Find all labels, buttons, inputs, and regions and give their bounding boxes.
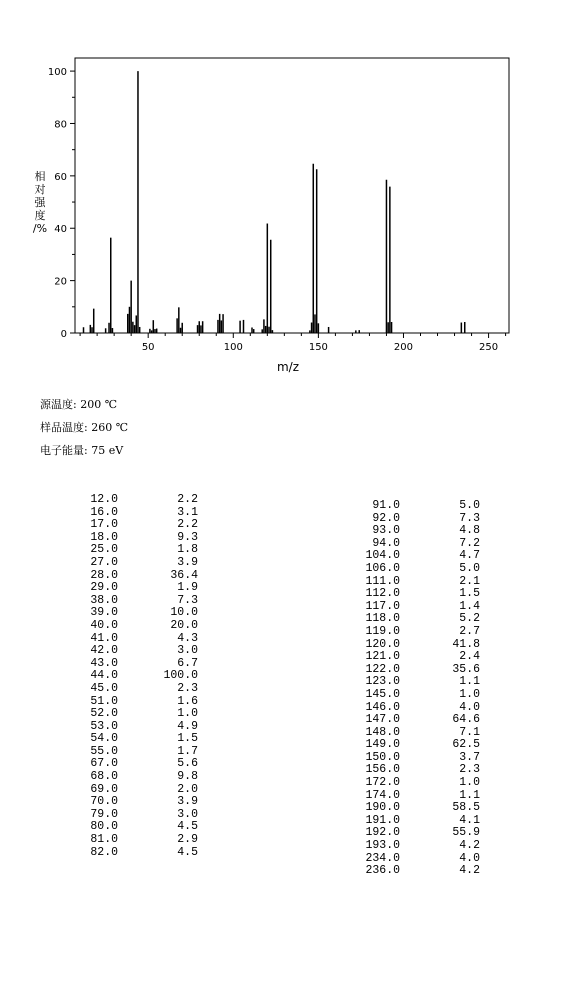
peak-abundance: 1.6 (177, 694, 198, 708)
peak-row (355, 865, 480, 878)
peak-row (355, 777, 480, 790)
peak-abundance: 2.3 (459, 763, 480, 777)
peak-table-left (73, 494, 198, 859)
peak-abundance: 1.9 (177, 581, 198, 595)
peak-abundance: 1.0 (459, 687, 480, 701)
peak-mz: 106.0 (365, 561, 400, 575)
peak-mz: 18.0 (90, 530, 118, 544)
peak-abundance: 100.0 (163, 669, 198, 683)
peak-mz: 16.0 (90, 505, 118, 519)
peak-mz: 192.0 (365, 826, 400, 840)
y-axis-label-char: 相 (34, 170, 46, 183)
peak-mz: 111.0 (365, 574, 400, 588)
peak-abundance: 4.3 (177, 631, 198, 645)
peak-abundance: 9.3 (177, 530, 198, 544)
peak-abundance: 3.9 (177, 555, 198, 569)
peak-abundance: 10.0 (170, 606, 198, 620)
peak-mz: 68.0 (90, 770, 118, 784)
x-tick-label: 50 (141, 342, 155, 353)
peak-abundance: 3.1 (177, 505, 198, 519)
peak-row (73, 582, 198, 595)
peak-abundance: 55.9 (452, 826, 480, 840)
peak-mz: 38.0 (90, 593, 118, 607)
peak-row (355, 588, 480, 601)
peak-row (355, 714, 480, 727)
peak-row (73, 557, 198, 570)
peak-mz: 39.0 (90, 606, 118, 620)
x-axis-label: m/z (276, 360, 300, 374)
peak-abundance: 4.8 (459, 524, 480, 538)
y-axis-label (33, 169, 47, 235)
peak-mz: 121.0 (365, 650, 400, 664)
peak-abundance: 1.4 (459, 599, 480, 613)
x-tick-label: 100 (223, 342, 243, 353)
peak-mz: 45.0 (90, 681, 118, 695)
peak-mz: 93.0 (372, 524, 400, 538)
peak-row (355, 626, 480, 639)
peak-mz: 55.0 (90, 744, 118, 758)
peak-abundance: 2.2 (177, 493, 198, 506)
peak-row (73, 620, 198, 633)
peak-row (355, 651, 480, 664)
peak-mz: 79.0 (90, 807, 118, 821)
peak-mz: 191.0 (365, 813, 400, 827)
y-tick-label: 40 (54, 224, 67, 236)
peak-mz: 54.0 (90, 732, 118, 746)
peak-mz: 70.0 (90, 795, 118, 809)
peak-mz: 236.0 (365, 864, 400, 878)
peak-abundance: 4.0 (459, 700, 480, 714)
peak-mz: 145.0 (365, 687, 400, 701)
peak-abundance: 35.6 (452, 662, 480, 676)
peak-mz: 119.0 (365, 624, 400, 638)
y-axis-label-char: 对 (34, 183, 46, 196)
peak-mz: 53.0 (90, 719, 118, 733)
peak-mz: 67.0 (90, 757, 118, 771)
peak-abundance: 2.2 (177, 518, 198, 532)
peak-abundance: 1.0 (459, 776, 480, 790)
peak-abundance: 2.3 (177, 681, 198, 695)
source-temperature: 源温度: 200 ℃ (40, 398, 117, 411)
peak-mz: 112.0 (365, 587, 400, 601)
y-axis (48, 67, 75, 340)
y-tick-label: 80 (54, 119, 67, 131)
peak-mz: 123.0 (365, 675, 400, 689)
peak-abundance: 4.9 (177, 719, 198, 733)
peak-abundance: 36.4 (170, 568, 198, 582)
peak-abundance: 2.1 (459, 574, 480, 588)
peak-mz: 94.0 (372, 536, 400, 550)
peak-abundance: 3.7 (459, 750, 480, 764)
peak-abundance: 5.6 (177, 757, 198, 771)
peak-mz: 25.0 (90, 543, 118, 557)
peak-mz: 149.0 (365, 738, 400, 752)
y-tick-label: 20 (54, 276, 67, 288)
peak-mz: 234.0 (365, 851, 400, 865)
peak-row (73, 519, 198, 532)
x-tick-label: 150 (308, 342, 328, 353)
peak-mz: 43.0 (90, 656, 118, 670)
peak-mz: 41.0 (90, 631, 118, 645)
peak-mz: 190.0 (365, 801, 400, 815)
peak-mz: 150.0 (365, 750, 400, 764)
peak-mz: 52.0 (90, 707, 118, 721)
peak-row (73, 708, 198, 721)
peak-mz: 28.0 (90, 568, 118, 582)
y-axis-label-char: 度 (34, 209, 46, 222)
x-axis (80, 333, 505, 353)
y-axis-label-char: 强 (34, 196, 46, 209)
peak-row (355, 689, 480, 702)
peak-mz: 29.0 (90, 581, 118, 595)
peak-mz: 12.0 (90, 493, 118, 506)
peak-row (73, 494, 198, 507)
peak-abundance: 2.7 (459, 624, 480, 638)
sample-temperature: 样品温度: 260 ℃ (40, 421, 128, 434)
peak-abundance: 5.0 (459, 499, 480, 512)
peak-mz: 40.0 (90, 618, 118, 632)
peak-abundance: 6.7 (177, 656, 198, 670)
peak-abundance: 7.3 (177, 593, 198, 607)
peak-abundance: 62.5 (452, 738, 480, 752)
peak-mz: 81.0 (90, 833, 118, 847)
peak-abundance: 4.1 (459, 813, 480, 827)
y-tick-label: 0 (60, 329, 67, 340)
peak-row (73, 847, 198, 860)
peak-row (73, 683, 198, 696)
peak-table-right (355, 500, 480, 878)
y-axis-label-char: /% (32, 222, 48, 235)
peak-row (73, 645, 198, 658)
peak-mz: 156.0 (365, 763, 400, 777)
peak-abundance: 3.0 (177, 807, 198, 821)
peak-abundance: 2.0 (177, 782, 198, 796)
peak-mz: 193.0 (365, 839, 400, 853)
peak-abundance: 1.5 (459, 587, 480, 601)
mass-spectrum-chart (0, 0, 570, 380)
peak-abundance: 3.9 (177, 795, 198, 809)
peak-abundance: 9.8 (177, 770, 198, 784)
peak-abundance: 58.5 (452, 801, 480, 815)
peak-row (355, 802, 480, 815)
peak-mz: 69.0 (90, 782, 118, 796)
peak-mz: 44.0 (90, 669, 118, 683)
peak-abundance: 4.2 (459, 839, 480, 853)
peak-mz: 148.0 (365, 725, 400, 739)
peak-abundance: 4.0 (459, 851, 480, 865)
peak-abundance: 41.8 (452, 637, 480, 651)
peak-row (73, 796, 198, 809)
peak-row (355, 500, 480, 513)
peak-row (73, 834, 198, 847)
peak-row (355, 739, 480, 752)
peak-row (73, 771, 198, 784)
peak-abundance: 4.7 (459, 549, 480, 563)
peak-mz: 42.0 (90, 644, 118, 658)
peak-mz: 147.0 (365, 713, 400, 727)
peak-mz: 120.0 (365, 637, 400, 651)
peak-mz: 82.0 (90, 845, 118, 859)
electron-energy: 电子能量: 75 eV (40, 444, 124, 457)
x-tick-label: 250 (479, 342, 499, 353)
peak-row (355, 563, 480, 576)
peak-mz: 80.0 (90, 820, 118, 834)
peak-mz: 92.0 (372, 511, 400, 525)
peak-abundance: 1.7 (177, 744, 198, 758)
peak-mz: 172.0 (365, 776, 400, 790)
peak-abundance: 64.6 (452, 713, 480, 727)
peak-row (355, 525, 480, 538)
peak-abundance: 5.2 (459, 612, 480, 626)
peak-abundance: 5.0 (459, 561, 480, 575)
peak-abundance: 2.4 (459, 650, 480, 664)
peak-abundance: 2.9 (177, 833, 198, 847)
peak-mz: 91.0 (372, 499, 400, 512)
y-tick-label: 60 (54, 171, 67, 183)
peak-row (355, 840, 480, 853)
peak-mz: 174.0 (365, 788, 400, 802)
peak-abundance: 1.1 (459, 788, 480, 802)
peak-mz: 17.0 (90, 518, 118, 532)
peak-abundance: 20.0 (170, 618, 198, 632)
y-tick-label: 100 (47, 67, 67, 79)
peak-abundance: 3.0 (177, 644, 198, 658)
peak-row (73, 733, 198, 746)
peak-abundance: 7.3 (459, 511, 480, 525)
peak-mz: 27.0 (90, 555, 118, 569)
peak-abundance: 4.5 (177, 820, 198, 834)
plot-frame (75, 58, 509, 333)
peak-mz: 146.0 (365, 700, 400, 714)
peak-mz: 51.0 (90, 694, 118, 708)
peak-abundance: 4.2 (459, 864, 480, 878)
peak-mz: 122.0 (365, 662, 400, 676)
plot-border (75, 58, 509, 333)
x-tick-label: 200 (393, 342, 414, 353)
peak-abundance: 7.1 (459, 725, 480, 739)
peak-mz: 117.0 (365, 599, 400, 613)
peak-abundance: 7.2 (459, 536, 480, 550)
peak-abundance: 1.1 (459, 675, 480, 689)
spectrum-bars (84, 71, 465, 333)
peak-abundance: 4.5 (177, 845, 198, 859)
peak-mz: 118.0 (365, 612, 400, 626)
peak-mz: 104.0 (365, 549, 400, 563)
peak-abundance: 1.5 (177, 732, 198, 746)
peak-abundance: 1.0 (177, 707, 198, 721)
peak-abundance: 1.8 (177, 543, 198, 557)
